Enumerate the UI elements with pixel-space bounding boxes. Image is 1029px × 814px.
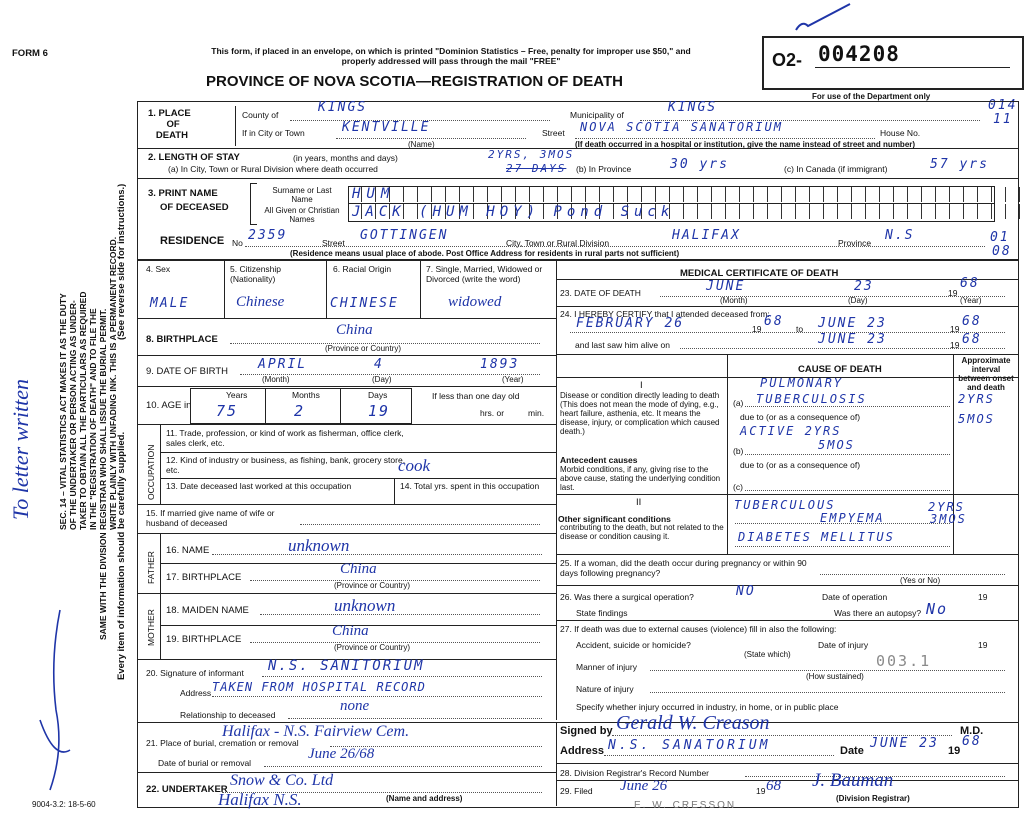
accident-label: Accident, suicide or homicide?: [576, 640, 691, 650]
print-code: 9004-3.2: 18-5-60: [32, 800, 96, 809]
age-less-day: If less than one day old: [432, 391, 520, 401]
page-title: PROVINCE OF NOVA SCOTIA—REGISTRATION OF DEATH: [206, 73, 623, 90]
other-line-2: [735, 546, 950, 547]
q25-label: 25. If a woman, did the death occur during pregnancy or within 90 days following pregnancy?: [560, 558, 807, 578]
code-1: 014: [988, 98, 1018, 113]
other-interval-1: 2YRS: [928, 500, 965, 514]
citizenship-value: Chinese: [236, 294, 285, 310]
registrar-stamp: E. W. CRESSON: [634, 800, 737, 811]
burial-label: 21. Place of burial, cremation or removal: [146, 738, 299, 748]
dob-year: 1893: [480, 357, 520, 372]
other-text: contributing to the death, but not related to the disease or condition causing it.: [560, 523, 724, 541]
informant-address: TAKEN FROM HOSPITAL RECORD: [212, 680, 426, 694]
cause-div-1: [727, 354, 728, 554]
age-hrs: hrs. or: [480, 408, 505, 418]
spouse-line: [300, 524, 540, 525]
rule-8: [138, 504, 556, 505]
op-date-label: Date of operation: [822, 592, 888, 602]
dod-day: 23: [854, 279, 874, 294]
street-label: Street: [542, 128, 565, 138]
margin-line-4: IN THE "REGISTRATION OF DEATH" AND TO FILE THE: [88, 308, 98, 530]
informant-line: [262, 676, 542, 677]
hospital-note: (If death occurred in a hospital or institution, give the name instead of street and number): [575, 140, 916, 149]
city-label: If in City or Town: [242, 128, 305, 138]
cause-a-interval: 2YRS: [958, 392, 995, 406]
mother-bp-label: 19. BIRTHPLACE: [166, 634, 242, 645]
q25-line: [820, 574, 1005, 575]
cause-a-2: TUBERCULOSIS: [756, 392, 867, 406]
burial-date-line: [264, 766, 542, 767]
age-years-label: Years: [226, 390, 248, 400]
q26-label: 26. Was there a surgical operation?: [560, 592, 694, 602]
doctor-address: N.S. SANATORIUM: [608, 738, 771, 753]
surname-label: Surname or Last Name: [272, 186, 332, 204]
house-label: House No.: [880, 128, 921, 138]
interval-title: Approximate interval between onset and death: [958, 356, 1014, 392]
state-which: (State which): [744, 650, 791, 659]
residence-label: RESIDENCE: [160, 235, 225, 247]
attend-to-year: 68: [962, 314, 982, 329]
burial-place: Halifax - N.S. Fairview Cem.: [222, 723, 410, 740]
div-5-6: [326, 260, 327, 318]
name-label-1: 3. PRINT NAME: [148, 188, 218, 199]
stay-a-label: (a) In City, Town or Rural Division where death occurred: [168, 164, 378, 174]
occupation-side: OCCUPATION: [146, 444, 156, 500]
mother-side: MOTHER: [146, 609, 156, 646]
father-bp-label: 17. BIRTHPLACE: [166, 572, 242, 583]
residence-city-label: City, Town or Rural Division: [506, 238, 610, 248]
birthplace-caption: (Province or Country): [325, 344, 402, 353]
due-to-1: due to (or as a consequence of): [740, 412, 861, 422]
city-line: [336, 138, 526, 139]
residence-no-label: No: [232, 238, 243, 248]
cause-title: CAUSE OF DEATH: [798, 364, 882, 375]
rule-7: [138, 424, 556, 425]
rule-occ-1: [160, 452, 556, 453]
attend-line: [570, 332, 1005, 333]
other-title: Other significant conditions: [558, 514, 671, 524]
stay-b-value: 30 yrs: [670, 157, 729, 172]
rule-10: [138, 593, 556, 594]
part-2-label: II: [636, 497, 642, 508]
check-mark-icon: [790, 0, 860, 40]
margin-line-1: SEC. 14 – VITAL STATISTICS ACT MAKES IT AS THE DUTY: [58, 293, 68, 530]
specify-label: Specify whether injury occurred in industry, in home, or in public place: [576, 702, 839, 712]
md-label: M.D.: [960, 725, 984, 737]
occ-divider: [160, 424, 161, 504]
father-name-line: [212, 554, 542, 555]
undertaker-label: 22. UNDERTAKER: [146, 784, 228, 795]
cause-a-label: (a): [733, 398, 744, 408]
margin-line-3: TAKER TO OBTAIN ALL THE PARTICULARS AS REQUIRED: [78, 291, 88, 530]
undertaker-line: [222, 792, 542, 793]
state-findings: State findings: [576, 608, 628, 618]
dod-year-prefix: 19: [948, 288, 958, 298]
name-bracket: [250, 183, 257, 225]
medical-title: MEDICAL CERTIFICATE OF DEATH: [680, 268, 839, 279]
form-number: FORM 6: [12, 48, 48, 59]
street-value: NOVA SCOTIA SANATORIUM: [580, 120, 783, 134]
postal-note: This form, if placed in an envelope, on which is printed "Dominion Statistics – Free, penalty for improper use $50," and properly addressed will pass through the mail "FREE": [211, 46, 691, 66]
q25-yes-no: (Yes or No): [900, 576, 941, 585]
stay-c-value: 57 yrs: [930, 157, 989, 172]
stay-a-value: 2YRS, 3MOS: [488, 148, 575, 161]
residence-city: HALIFAX: [672, 228, 741, 243]
part-1-text: Disease or condition directly leading to death (This does not mean the mode of dying, e.g., heart failure, asthenia, etc. It means the disease, injury, or complication which caused death.): [560, 391, 720, 436]
other-2: EMPYEMA: [820, 511, 885, 525]
attend-from-year: 68: [764, 314, 784, 329]
father-bp: China: [340, 561, 377, 577]
last-saw-year-prefix: 19: [950, 340, 960, 350]
municipality-label: Municipality of: [570, 110, 624, 120]
sex-label: 4. Sex: [146, 264, 171, 274]
father-bp-caption: (Province or Country): [334, 581, 411, 590]
occupation-q14: 14. Total yrs. spent in this occupation: [400, 481, 540, 491]
residence-street-label: Street: [322, 238, 345, 248]
doctor-date-year-prefix: 19: [948, 745, 961, 757]
rule-med-6: [557, 763, 1018, 764]
how-sustained: (How sustained): [806, 672, 864, 681]
manner-value: 003.1: [876, 652, 932, 670]
rule-2: [138, 178, 1018, 179]
other-3: DIABETES MELLITUS: [738, 530, 895, 544]
attend-from-year-prefix: 19: [752, 324, 762, 334]
sex-value: MALE: [150, 296, 190, 311]
residence-province-label: Province: [838, 238, 872, 248]
margin-line-6: WRITE PLAINLY WITH UNFADING INK. THIS IS A PERMANENT RECORD.: [108, 236, 118, 530]
cause-a-1: PULMONARY: [760, 376, 844, 390]
dod-line: [660, 296, 1005, 297]
father-side: FATHER: [146, 551, 156, 584]
attend-to-year-prefix: 19: [950, 324, 960, 334]
age-days-label: Days: [368, 390, 388, 400]
autopsy-label: Was there an autopsy?: [834, 608, 922, 618]
antecedent-text: Morbid conditions, if any, giving rise to the above cause, stating the underlying condition last.: [560, 465, 721, 492]
informant-label: 20. Signature of informant: [146, 668, 244, 678]
rule-4: [138, 318, 556, 319]
margin-handwritten-note: To letter written: [8, 379, 33, 520]
q24-label: 24. I HEREBY CERTIFY that I attended deceased from:: [560, 309, 770, 319]
code-2: 11: [993, 112, 1013, 127]
attend-from: FEBRUARY 26: [576, 316, 685, 331]
stay-sub: (in years, months and days): [293, 153, 398, 163]
dob-month-caption: (Month): [262, 375, 290, 384]
rule-med-5: [557, 620, 1018, 621]
registrar-signature: J. Bauman: [812, 770, 894, 791]
informant-signature: N.S. SANITORIUM: [268, 658, 425, 674]
stay-b-label: (b) In Province: [576, 164, 632, 174]
margin-line-2: OF THE UNDERTAKER OR PERSON ACTING AS UNDER-: [68, 300, 78, 530]
age-months: 2: [294, 402, 306, 420]
rule-med-3: [557, 554, 1018, 555]
occupation-q12-value: cook: [398, 456, 431, 475]
father-name-label: 16. NAME: [166, 545, 210, 556]
stay-c-label: (c) In Canada (if immigrant): [784, 164, 888, 174]
residence-note: (Residence means usual place of abode. Post Office Address for residents in rural parts not sufficient): [290, 249, 680, 258]
dob-month: APRIL: [258, 357, 308, 372]
birthplace-value: China: [336, 322, 373, 338]
margin-every-item: Every item of information should be carefully supplied.: [116, 431, 127, 680]
rule-cause-2: [557, 494, 1018, 495]
given-label: All Given or Christian Names: [264, 206, 340, 224]
margin-see-reverse: (See reverse side for instructions.): [116, 183, 127, 340]
div-6-7: [420, 260, 421, 318]
margin-line-5: SAME WITH THE DIVISION REGISTRAR WHO SHALL ISSUE THE BURIAL PERMIT.: [98, 308, 108, 640]
county-label: County of: [242, 110, 279, 120]
cause-b-label: (b): [733, 446, 744, 456]
age-days: 19: [368, 402, 391, 420]
dod-month: JUNE: [706, 279, 746, 294]
manner-label: Manner of injury: [576, 662, 637, 672]
doctor-date-label: Date: [840, 745, 864, 757]
reg-number-line: [815, 67, 1010, 68]
rule-3: [138, 259, 1018, 261]
last-saw-line: [680, 348, 1005, 349]
relationship-value: none: [340, 698, 370, 714]
occ-div-13-14: [394, 478, 395, 504]
marital-value: widowed: [448, 294, 502, 310]
col-divider: [556, 260, 557, 720]
rule-occ-2: [160, 478, 556, 479]
age-label: 10. AGE in: [146, 400, 192, 411]
rule-med-title: [557, 279, 1018, 280]
mother-name-label: 18. MAIDEN NAME: [166, 605, 249, 616]
signed-by: Gerald W. Creason: [616, 712, 770, 734]
stay-a-struck: 27 DAYS: [506, 162, 567, 175]
q23-label: 23. DATE OF DEATH: [560, 288, 641, 298]
mother-name-line: [260, 614, 540, 615]
attend-to-label: to: [796, 324, 804, 334]
due-to-2: due to (or as a consequence of): [740, 460, 861, 470]
dob-day-caption: (Day): [372, 375, 392, 384]
given-value: JACK (HUM HOY) Pond Suck: [352, 204, 675, 220]
relationship-label: Relationship to deceased: [180, 710, 276, 720]
residence-no: 2359: [248, 228, 288, 243]
undertaker-caption: (Name and address): [386, 794, 463, 803]
age-months-label: Months: [292, 390, 320, 400]
informant-address-label: Address: [180, 688, 212, 698]
op-date-19: 19: [978, 592, 988, 602]
rule-5: [138, 355, 556, 356]
street-line: [575, 138, 875, 139]
doctor-date: JUNE 23: [870, 736, 939, 751]
birthplace-label: 8. BIRTHPLACE: [146, 334, 218, 345]
cause-b-interval: 5MOS: [958, 412, 995, 426]
burial-date: June 26/68: [308, 746, 375, 762]
col-divider-bottom: [556, 722, 557, 806]
q29-label: 29. Filed: [560, 786, 593, 796]
filed-year: 68: [766, 778, 781, 794]
rule-med-2: [557, 354, 1018, 355]
informant-address-line: [212, 696, 542, 697]
filed-date: June 26: [620, 778, 668, 794]
citizenship-label: 5. Citizenship (Nationality): [230, 264, 282, 284]
dob-label: 9. DATE OF BIRTH: [146, 366, 228, 377]
autopsy-value: No: [926, 600, 949, 618]
part-1-label: I: [640, 380, 643, 391]
racial-value: CHINESE: [330, 296, 399, 311]
q28-label: 28. Division Registrar's Record Number: [560, 768, 710, 778]
date-injury-19: 19: [978, 640, 988, 650]
residence-street: GOTTINGEN: [360, 228, 449, 243]
q26-value: NO: [736, 584, 756, 599]
doctor-address-line: [604, 755, 834, 756]
municipality-value: KINGS: [668, 100, 718, 115]
rule-9: [138, 533, 556, 534]
rule-med-1: [557, 306, 1018, 307]
dod-day-caption: (Day): [848, 296, 868, 305]
age-div-2: [340, 388, 341, 423]
dept-use-note: For use of the Department only: [812, 92, 931, 101]
occupation-q12: 12. Kind of industry or business, as fishing, bank, grocery store, etc.: [166, 455, 406, 475]
spouse-label: 15. If married give name of wife or husband of deceased: [146, 508, 275, 528]
last-saw-year: 68: [962, 332, 982, 347]
cause-a-line: [745, 406, 950, 407]
antecedent-title: Antecedent causes: [560, 455, 638, 465]
burial-date-label: Date of burial or removal: [158, 758, 252, 768]
residence-line: [245, 246, 985, 247]
doctor-address-label: Address: [560, 745, 605, 757]
rule-6: [138, 386, 556, 387]
q27-label: 27. If death was due to external causes (violence) fill in also the following:: [560, 624, 837, 634]
margin-scribble: [20, 600, 80, 800]
mother-bp-caption: (Province or Country): [334, 643, 411, 652]
manner-line: [650, 670, 1005, 671]
place-bracket: [235, 106, 236, 146]
nature-line: [650, 692, 1005, 693]
doctor-date-year: 68: [962, 734, 982, 749]
other-1: TUBERCULOUS: [734, 498, 836, 512]
registrar-caption: (Division Registrar): [836, 794, 910, 803]
age-div-1: [265, 388, 266, 423]
rule-1: [138, 148, 1018, 149]
occupation-q13: 13. Date deceased last worked at this occupation: [166, 481, 352, 491]
mother-divider: [160, 593, 161, 659]
filed-year-prefix: 19: [756, 786, 766, 796]
rule-med-4: [557, 585, 1018, 586]
dod-month-caption: (Month): [720, 296, 748, 305]
signed-by-label: Signed by: [560, 725, 613, 737]
mother-name: unknown: [334, 596, 396, 615]
attend-to: JUNE 23: [818, 316, 887, 331]
cause-b-line: [745, 454, 950, 455]
marital-label: 7. Single, Married, Widowed or Divorced (write the word): [426, 264, 543, 284]
surname-value: HUM: [352, 186, 396, 202]
city-name-caption: (Name): [408, 140, 435, 149]
nature-label: Nature of injury: [576, 684, 634, 694]
racial-label: 6. Racial Origin: [333, 264, 392, 274]
other-line-1: [735, 523, 950, 524]
date-injury-label: Date of injury: [818, 640, 869, 650]
div-4-5: [224, 260, 225, 318]
cause-b-1: ACTIVE 2YRS: [740, 424, 842, 438]
father-name: unknown: [288, 536, 350, 555]
cause-c-label: (c): [733, 482, 743, 492]
stay-label: 2. LENGTH OF STAY: [148, 152, 240, 163]
registration-number-prefix: O2-: [772, 50, 803, 70]
place-label: 1. PLACE OF DEATH: [148, 108, 191, 141]
cause-c-line: [745, 490, 950, 491]
registration-number: 004208: [818, 42, 900, 66]
dod-year-caption: (Year): [960, 296, 982, 305]
residence-province: N.S: [885, 228, 915, 243]
code-3: 01: [990, 230, 1010, 245]
relationship-line: [288, 718, 542, 719]
age-min: min.: [528, 408, 545, 418]
cause-b-2: 5MOS: [818, 438, 855, 452]
dob-day: 4: [374, 357, 384, 372]
occupation-q11: 11. Trade, profession, or kind of work as fisherman, office clerk, sales clerk, etc.: [166, 428, 404, 448]
last-saw-label: and last saw him alive on: [575, 340, 670, 350]
mother-bp: China: [332, 623, 369, 639]
dod-year: 68: [960, 276, 980, 291]
undertaker-name: Snow & Co. Ltd: [230, 772, 334, 789]
county-value: KINGS: [318, 100, 368, 115]
rule-13: [138, 772, 556, 773]
surname-cells: [361, 187, 1029, 202]
dob-year-caption: (Year): [502, 375, 524, 384]
last-saw: JUNE 23: [818, 332, 887, 347]
other-interval-2: 3MOS: [930, 512, 967, 526]
code-4: 08: [992, 244, 1012, 259]
name-label-2: OF DECEASED: [160, 202, 229, 213]
undertaker-address: Halifax N.S.: [218, 790, 302, 809]
city-value: KENTVILLE: [342, 120, 431, 135]
age-years: 75: [216, 402, 239, 420]
